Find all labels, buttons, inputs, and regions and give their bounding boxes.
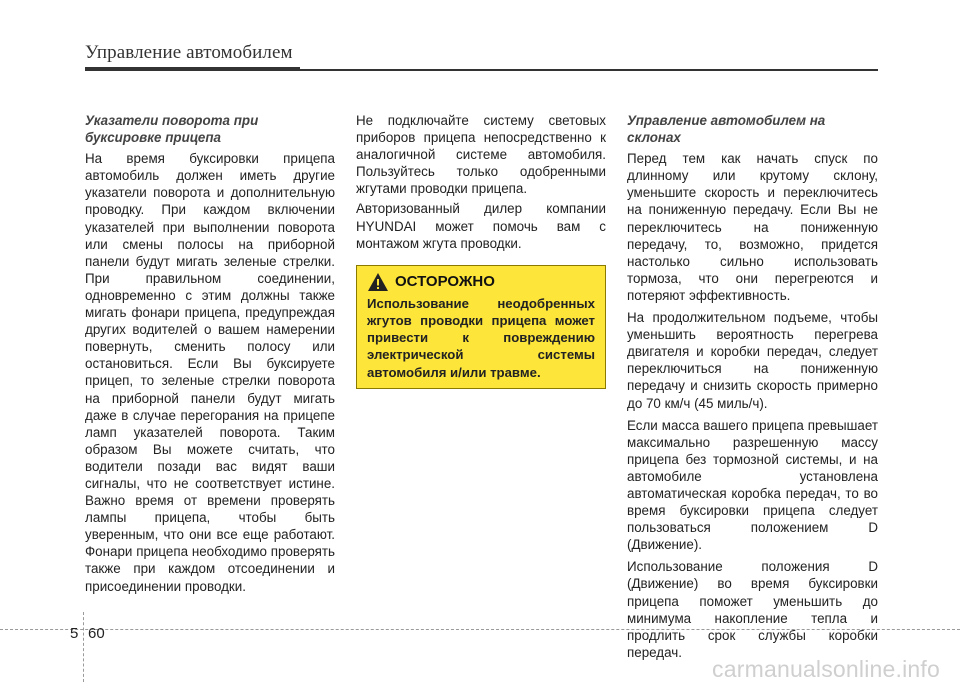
body-paragraph: Если масса вашего прицепа превышает максимально разрешенную массу прицепа без тормозной системы, и на автомобиле установлена автоматическая коробка передач, то во время буксировки прицепа следует пользоваться положением D (Движение). bbox=[627, 417, 878, 553]
column-middle bbox=[356, 112, 606, 389]
warning-box bbox=[356, 265, 606, 389]
warning-title: ОСТОРОЖНО bbox=[395, 273, 495, 291]
heading-line: Указатели поворота при bbox=[85, 113, 259, 128]
body-paragraph: Авторизованный дилер компании HYUNDAI может помочь вам с монтажом жгута проводки. bbox=[356, 201, 606, 251]
warning-text: Использование неодобренных жгутов проводки прицепа может привести к повреждению электрической системы автомобиля и/или травме. bbox=[367, 295, 595, 380]
column-right bbox=[627, 112, 878, 666]
header-rule-thick bbox=[85, 67, 300, 71]
body-paragraph: Перед тем как начать спуск по длинному или крутому склону, уменьшите скорость и переключитесь на пониженную передачу. Если Вы не переключитесь на пониженную передачу, то, возможно, придется настолько сильно использовать тормоза, что они перегреются и потеряют эффективность. bbox=[627, 151, 878, 303]
body-paragraph: Использование положения D (Движение) во время буксировки прицепа поможет уменьшить до минимума накопление тепла и продлить срок службы коробки передач. bbox=[627, 559, 878, 660]
heading-line: склонах bbox=[627, 130, 681, 146]
section-heading-slopes bbox=[627, 112, 878, 146]
heading-line: буксировке прицепа bbox=[85, 130, 221, 146]
body-paragraph: На время буксировки прицепа автомобиль должен иметь другие указатели поворота и дополнительную проводку. При каждом включении указателей при выполнении поворота или смены полосы на приборной панели будут мигать зеленые стрелки. При правильном соединении, одновременно с этим должны также мигать фонари прицепа, предупреждая других водителей о вашем намерении повернуть, сменить полосу или остановиться. Если Вы буксируете прицеп, то зеленые стрелки поворота на приборной панели будут мигать даже в случае перегорания на прицепе ламп указателей поворота. Таким образом Вы можете считать, что водители позади вас видят ваши сигналы, что не соответствует истине. Важно время от времени проверять лампы прицепа, чтобы быть уверенным, что они все еще работают. Фонари прицепа необходимо проверять также при каждом отсоединении и присоединении проводки. bbox=[85, 151, 335, 594]
column-left bbox=[85, 112, 335, 598]
page-header-title: Управление автомобилем bbox=[85, 42, 293, 63]
header-rule-thin bbox=[300, 69, 878, 71]
warning-triangle-icon bbox=[367, 272, 389, 292]
footer-vertical-line bbox=[83, 612, 84, 682]
footer-dashed-line bbox=[0, 629, 960, 630]
watermark-text: carmanualsonline.info bbox=[712, 656, 940, 682]
body-paragraph: Не подключайте систему световых приборов прицепа непосредственно к аналогичной системе автомобиля. Пользуйтесь только одобренными жгутами проводки прицепа. bbox=[356, 113, 606, 197]
page-number: 60 bbox=[88, 625, 105, 642]
heading-line: Управление автомобилем на bbox=[627, 113, 826, 128]
chapter-number: 5 bbox=[70, 625, 79, 642]
section-heading-turn-signals bbox=[85, 112, 335, 146]
body-paragraph: На продолжительном подъеме, чтобы уменьшить вероятность перегрева двигателя и коробки передач, следует переключиться на пониженную передачу и снизить скорость примерно до 70 км/ч (45 миль/ч). bbox=[627, 310, 878, 411]
warning-header bbox=[367, 272, 595, 292]
